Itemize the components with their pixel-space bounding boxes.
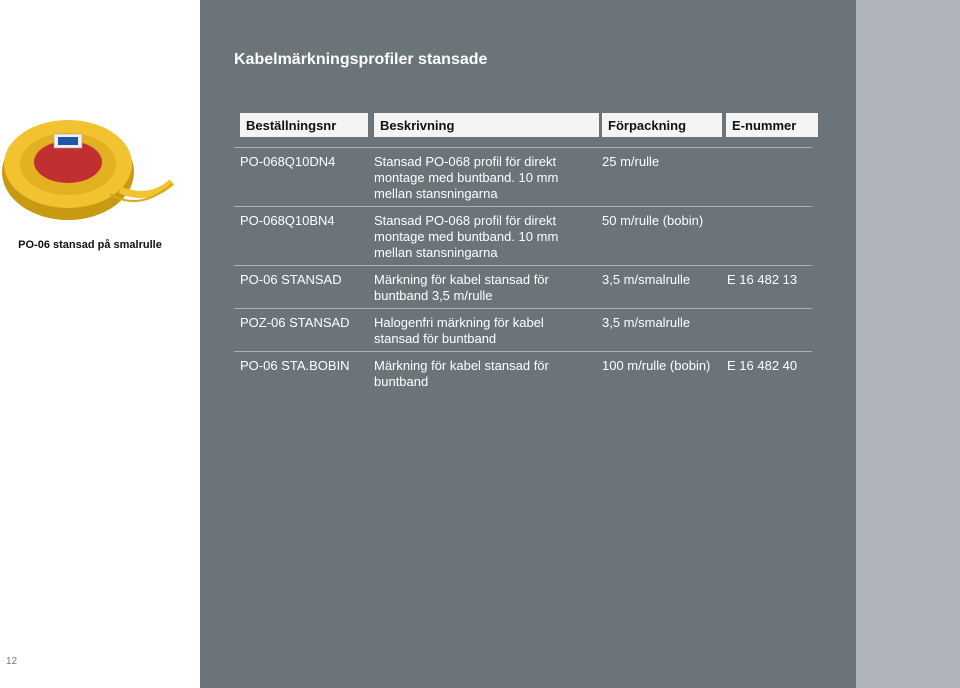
row-divider: [234, 351, 812, 352]
row-divider: [234, 265, 812, 266]
header-e-number: E-nummer: [726, 113, 818, 137]
packaging: 50 m/rulle (bobin): [602, 213, 704, 228]
description: Halogenfri märkning för kabel stansad för buntband: [374, 315, 544, 346]
description: Stansad PO-068 profil för direkt montage med buntband. 10 mm mellan stansningarna: [374, 154, 559, 201]
left-column: [0, 0, 200, 688]
cable-marker-reel-image: [0, 112, 180, 232]
packaging: 3,5 m/smalrulle: [602, 315, 691, 330]
order-number: PO-068Q10DN4: [240, 154, 336, 169]
e-number: E 16 482 13: [727, 272, 798, 287]
page-title: Kabelmärkningsprofiler stansade: [234, 51, 488, 68]
row-divider: [234, 147, 812, 148]
order-number: POZ-06 STANSAD: [240, 315, 350, 330]
row-divider: [234, 308, 812, 309]
header-order-number: Beställningsnr: [240, 113, 368, 137]
right-margin-strip: [856, 0, 960, 688]
description: Stansad PO-068 profil för direkt montage med buntband. 10 mm mellan stansningarna: [374, 213, 559, 260]
page-number: 12: [6, 656, 18, 667]
description: Märkning för kabel stansad för buntband: [374, 358, 549, 389]
header-description: Beskrivning: [374, 113, 599, 137]
main-panel: [200, 0, 856, 688]
packaging: 25 m/rulle: [602, 154, 660, 169]
row-divider: [234, 206, 812, 207]
packaging: 100 m/rulle (bobin): [602, 358, 711, 373]
order-number: PO-06 STA.BOBIN: [240, 358, 350, 373]
e-number: E 16 482 40: [727, 358, 798, 373]
order-number: PO-06 STANSAD: [240, 272, 342, 287]
description: Märkning för kabel stansad för buntband 3,5 m/rulle: [374, 272, 549, 303]
header-packaging: Förpackning: [602, 113, 722, 137]
packaging: 3,5 m/smalrulle: [602, 272, 691, 287]
image-caption: PO-06 stansad på smalrulle: [18, 239, 162, 251]
order-number: PO-068Q10BN4: [240, 213, 335, 228]
